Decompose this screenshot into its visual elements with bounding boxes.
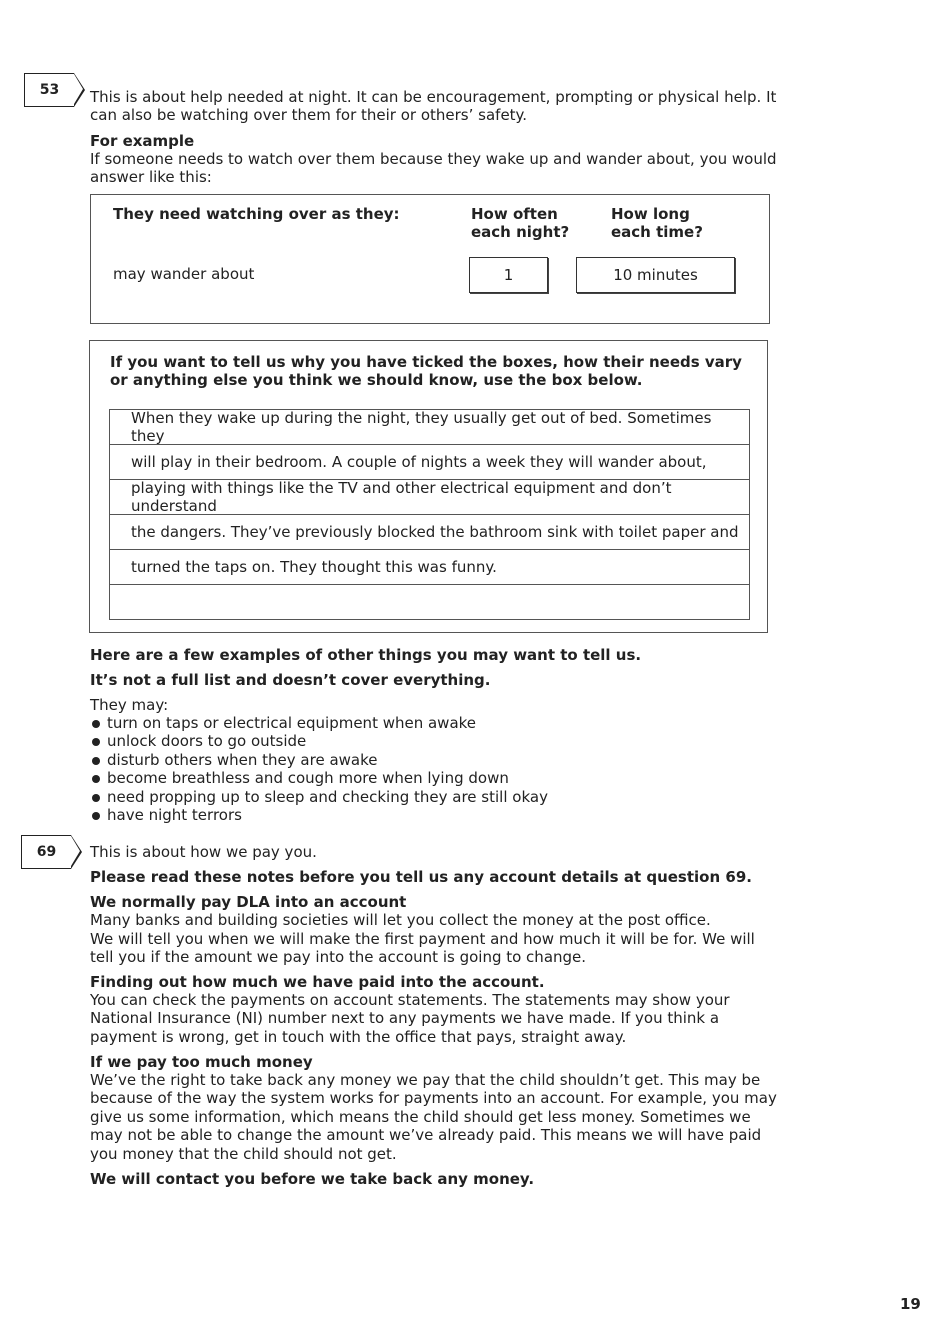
how-long-field [576,257,735,293]
list-item: unlock doors to go outside [90,732,770,750]
section3-heading: If we pay too much money [90,1053,313,1071]
how-long-value: 10 minutes [613,265,698,284]
list-item: need propping up to sleep and checking they are still okay [90,788,770,806]
table-row-label: may wander about [113,265,255,283]
q53-intro: This is about help needed at night. It can be encouragement, prompting or physical help. It can also be watching over them for their or others’ safety. [90,88,777,125]
section1-p2: We will tell you when we will make the first payment and how much it will be for. We will tell you if the amount we pay into the account is going to change. [90,930,755,967]
explanation-line-text: the dangers. They’ve previously blocked the bathroom sink with toilet paper and [131,522,739,541]
explanation-line [110,445,749,480]
explanation-panel [89,340,768,633]
page-number: 19 [900,1295,921,1313]
table-header-col3: How long each time? [611,205,703,242]
question-number: 69 [36,843,57,860]
question-number-tab [24,73,74,107]
example-table [90,194,770,324]
list-item: disturb others when they are awake [90,751,770,769]
explanation-line-text: will play in their bedroom. A couple of nights a week they will wander about, [131,452,707,471]
examples-list [90,714,770,824]
q69-intro: This is about how we pay you. [90,843,317,861]
question-number-tab [21,835,71,869]
explanation-line [110,585,749,620]
read-notes: Please read these notes before you tell us any account details at question 69. [90,868,752,886]
not-full-list: It’s not a full list and doesn’t cover everything. [90,671,491,689]
how-often-value: 1 [503,265,514,284]
explanation-prompt: If you want to tell us why you have ticked the boxes, how their needs vary or anything else you think we should know, use the box below. [110,353,742,390]
explanation-line [110,515,749,550]
explanation-line [110,480,749,515]
list-item: have night terrors [90,806,770,824]
closing-note: We will contact you before we take back any money. [90,1170,535,1188]
how-often-field [469,257,548,293]
section3-text: We’ve the right to take back any money we pay that the child shouldn’t get. This may be because of the way the system works for payments into an account. For example, you may give us some information, which means the child should get less money. Sometimes we may not be able to change the amount we’ve already paid. This means we will have paid you money that the child should not get. [90,1071,777,1163]
examples-heading: Here are a few examples of other things you may want to tell us. [90,646,642,664]
table-header-col2: How often each night? [471,205,570,242]
example-text: If someone needs to watch over them because they wake up and wander about, you would answer like this: [90,150,777,187]
question-number: 53 [39,81,60,98]
explanation-line [110,550,749,585]
section1-heading: We normally pay DLA into an account [90,893,407,911]
list-item: become breathless and cough more when lying down [90,769,770,787]
list-item: turn on taps or electrical equipment when awake [90,714,770,732]
they-may: They may: [90,696,169,714]
explanation-line-text: When they wake up during the night, they usually get out of bed. Sometimes they [131,408,712,445]
section1-p1: Many banks and building societies will let you collect the money at the post office. [90,911,711,929]
table-header-col1: They need watching over as they: [113,205,400,223]
explanation-lines [109,409,750,620]
explanation-line-text: turned the taps on. They thought this was funny. [131,557,497,576]
section2-heading: Finding out how much we have paid into the account. [90,973,545,991]
explanation-line [110,410,749,445]
explanation-line-text: playing with things like the TV and other electrical equipment and don’t understand [131,478,672,515]
example-heading: For example [90,132,195,150]
section2-text: You can check the payments on account statements. The statements may show your National Insurance (NI) number next to any payments we have made. If you think a payment is wrong, get in touch with the office that pays, straight away. [90,991,730,1046]
